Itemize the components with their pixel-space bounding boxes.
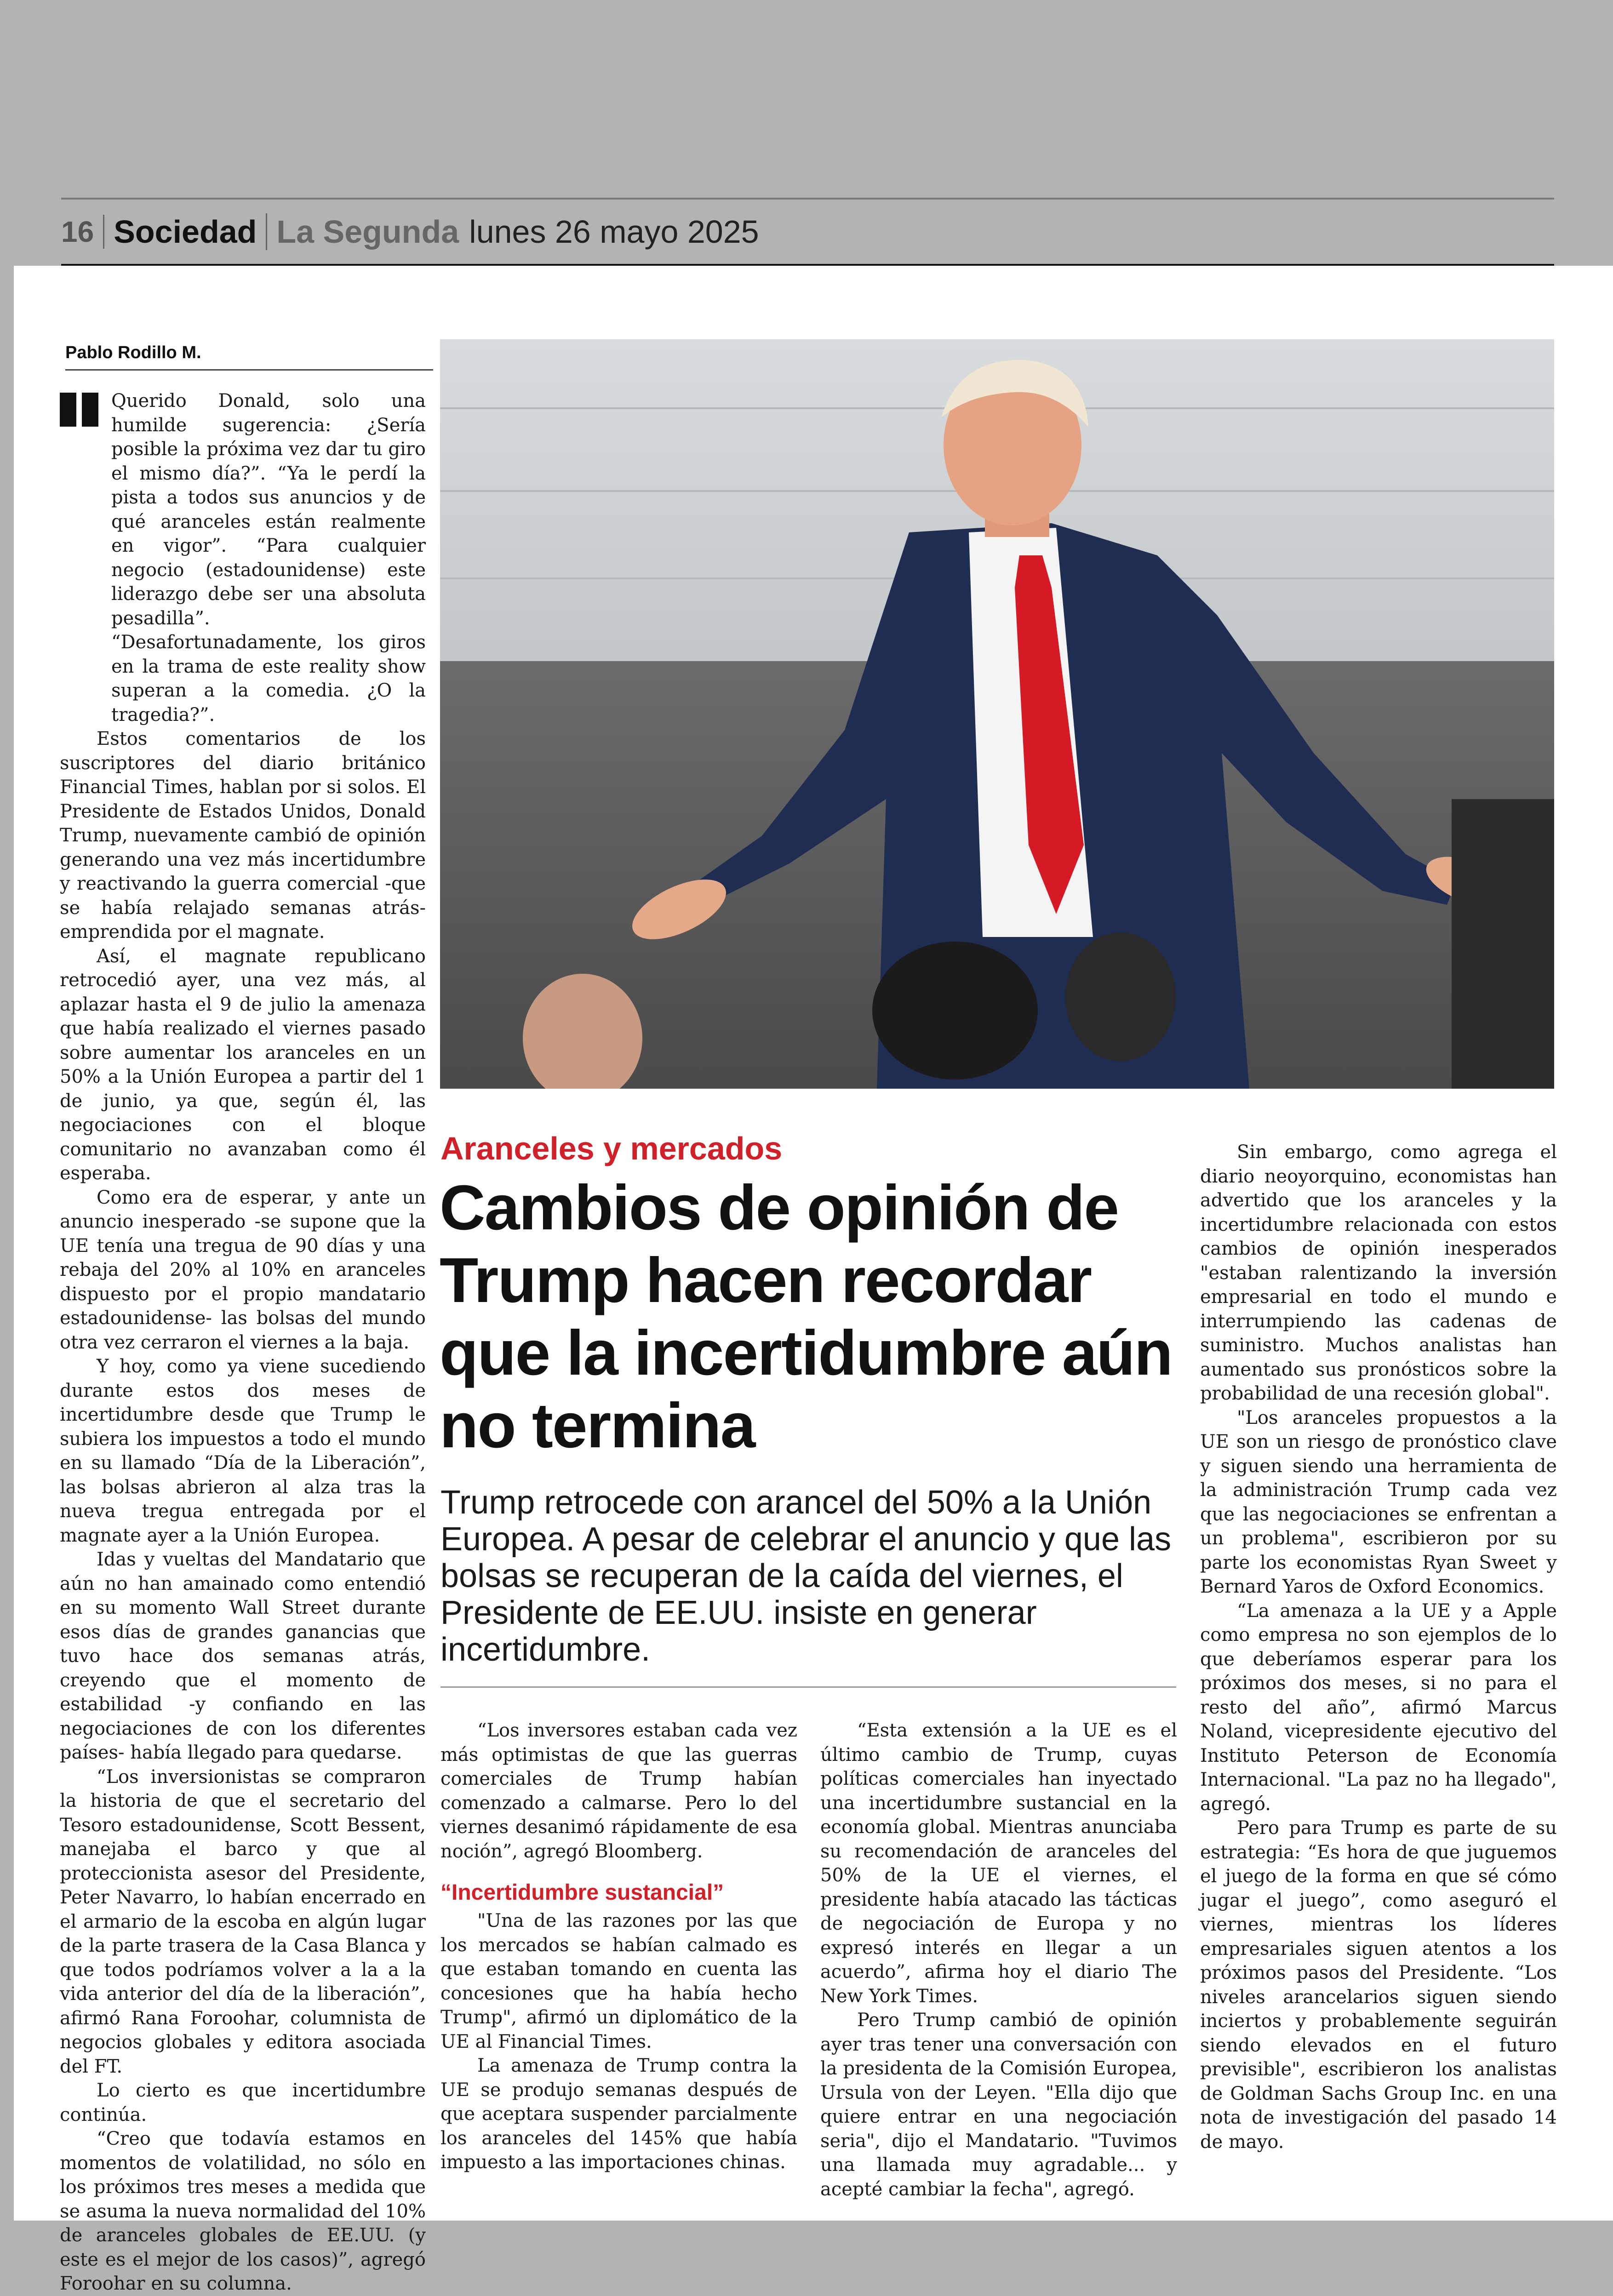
paragraph: “Los inversores estaban cada vez más optimistas de que las guerras comerciales de Trump habían comenzado a calmarse. Pero lo del viernes desanimó rápidamente de esa noción”, agregó Bloomberg. [440,1720,797,1862]
article-headline: Cambios de opinión de Trump hacen recordar que la incertidumbre aún no termina [440,1172,1172,1461]
paragraph: Pero Trump cambió de opinión ayer tras tener una conversación con la presidenta de la Comisión Europea, Ursula von der Leyen. "Ella dijo que quiere entrar en una negociación seria", dijo el Mandatario. "Tuvimos una llamada muy agradable... y acepté cambiar la fecha", agregó. [820,2010,1177,2200]
column-4 [1200,1140,1557,2154]
paragraph: "Los aranceles propuestos a la UE son un riesgo de pronóstico clave y siguen siendo una herramienta de la administración Trump cada vez que las negociaciones se enfrentan a un problema", escribieron por su parte los economistas Ryan Sweet y Bernard Yaros de Oxford Economics. [1200,1407,1557,1597]
section-name: Sociedad [104,213,267,250]
newspaper-name: La Segunda [276,214,459,250]
article-deck: Trump retrocede con arancel del 50% a la Unión Europea. A pesar de celebrar el anuncio y que las bolsas se recuperan de la caída del viernes, el Presidente de EE.UU. insiste en generar incertidumbre. [440,1484,1176,1688]
newspaper-page [14,266,1613,2294]
column-2 [440,1719,797,2175]
paragraph: Estos comentarios de los suscriptores del diario británico Financial Times, hablan por si solos. El Presidente de Estados Unidos, Donald Trump, nuevamente cambió de opinión generando una vez más incertidumbre y reactivando la guerra comercial -que se había relajado semanas atrás- emprendida por el magnate. [60,728,426,942]
paragraph: “La amenaza a la UE y a Apple como empresa no son ejemplos de lo que deberíamos esperar para los próximos dos meses, si no para el resto del año”, afirmó Marcus Noland, vicepresidente ejecutivo del Instituto Peterson de Economía Internacional. "La paz no ha llegado", agregó. [1200,1600,1557,1815]
paragraph: “Esta extensión a la UE es el último cambio de Trump, cuyas políticas comerciales han inyectado una incertidumbre sustancial en la economía global. Mientras anunciaba su recomendación de aranceles del 50% de la UE el viernes, el presidente había atacado las tácticas de negociación de Europa y no expresó interés en llegar a un acuerdo”, afirma hoy el diario The New York Times. [820,1720,1177,2007]
issue-date: lunes 26 mayo 2025 [469,214,759,250]
paragraph: “Los inversionistas se compraron la historia de que el secretario del Tesoro estadounidense, Scott Bessent, manejaba el barco y que al proteccionista asesor del Presidente, Peter Navarro, lo habían encerrado en el armario de la escoba en algún lugar de la parte trasera de la Casa Blanca y que todos podríamos volver a la a la vida anterior del día de la liberación”, afirmó Rana Foroohar, columnista de negocios globales y editora asociada del FT. [60,1766,426,2077]
paragraph: Sin embargo, como agrega el diario neoyorquino, economistas han advertido que los aranceles y la incertidumbre relacionada con estos cambios de opinión inesperados "estaban ralentizando la inversión empresarial en todo el mundo e interrumpiendo las cadenas de suministro. Muchos analistas han aumentado sus pronósticos sobre la probabilidad de una recesión global". [1200,1142,1557,1404]
paragraph: Querido Donald, solo una humilde sugerencia: ¿Sería posible la próxima vez dar tu giro el mismo día?”. “Ya le perdí la pista a todos sus anuncios y de qué aranceles están realmente en vigor”. “Para cualquier negocio (estadounidense) este liderazgo debe ser una absoluta pesadilla”. “Desafortunadamente, los giros en la trama de este reality show superan a la comedia. ¿O la tragedia?”. [111,390,426,725]
paragraph: "Una de las razones por las que los mercados se habían calmado es que estaban tomando en cuenta las concesiones que ha había hecho Trump", afirmó un diplomático de la UE al Financial Times. [440,1910,797,2052]
paragraph: “Creo que todavía estamos en momentos de volatilidad, no sólo en los próximos tres meses a medida que se asuma la nueva normalidad del 10% de aranceles globales de EE.UU. (y este es el mejor de los casos)”, agregó Foroohar en su columna. [60,2128,426,2294]
byline: Pablo Rodillo M. [65,343,433,371]
trump-photo-illustration [440,339,1554,1089]
article-kicker: Aranceles y mercados [440,1131,783,1166]
column-3 [820,1719,1177,2201]
page-number: 16 [61,215,104,249]
newspaper-header [61,198,1554,268]
subheading: “Incertidumbre sustancial” [440,1880,724,1905]
paragraph: Idas y vueltas del Mandatario que aún no han amainado como entendió en su momento Wall Street durante esos días de grandes ganancias que tuvo hace dos semanas atrás, creyendo que el momento de estabilidad -y confiando en las negociaciones de con los diferentes países- había llegado para quedarse. [60,1549,426,1763]
paragraph: La amenaza de Trump contra la UE se produjo semanas después de que aceptara suspender parcialmente los aranceles del 145% que había impuesto a las importaciones chinas. [440,2055,797,2173]
paragraph: Pero para Trump es parte de su estrategia: “Es hora de que juguemos el juego de la forma en que sé cómo jugar el juego”, como aseguró el viernes, mientras los líderes empresariales siguen atentos a los próximos pasos del Presidente. “Los niveles arancelarios siguen siendo inciertos y probablemente seguirán siendo elevados en el futuro previsible", escribieron los analistas de Goldman Sachs Group Inc. en una nota de investigación del pasado 14 de mayo. [1200,1817,1557,2153]
paragraph: Así, el magnate republicano retrocedió ayer, una vez más, al aplazar hasta el 9 de julio la amenaza que había realizado el viernes pasado sobre aumentar los aranceles en un 50% a la Unión Europea a partir del 1 de junio, ya que, según él, las negociaciones con el bloque comunitario no avanzaban como él esperaba. [60,945,426,1184]
paragraph: Como era de esperar, y ante un anuncio inesperado -se supone que la UE tenía una tregua de 90 días y una rebaja del 20% al 10% en aranceles dispuesto por el propio mandatario estadounidense- las bolsas del mundo otra vez cerraron el viernes a la baja. [60,1187,426,1353]
paragraph: Lo cierto es que incertidumbre continúa. [60,2080,426,2125]
article-photo [440,339,1554,1089]
left-column [60,389,426,2296]
paragraph: Y hoy, como ya viene sucediendo durante estos dos meses de incertidumbre desde que Trump le subiera los impuestos a todo el mundo en su llamado “Día de la Liberación”, las bolsas abrieron al alza tras la nueva tregua entregada por el magnate ayer a la Unión Europea. [60,1356,426,1546]
